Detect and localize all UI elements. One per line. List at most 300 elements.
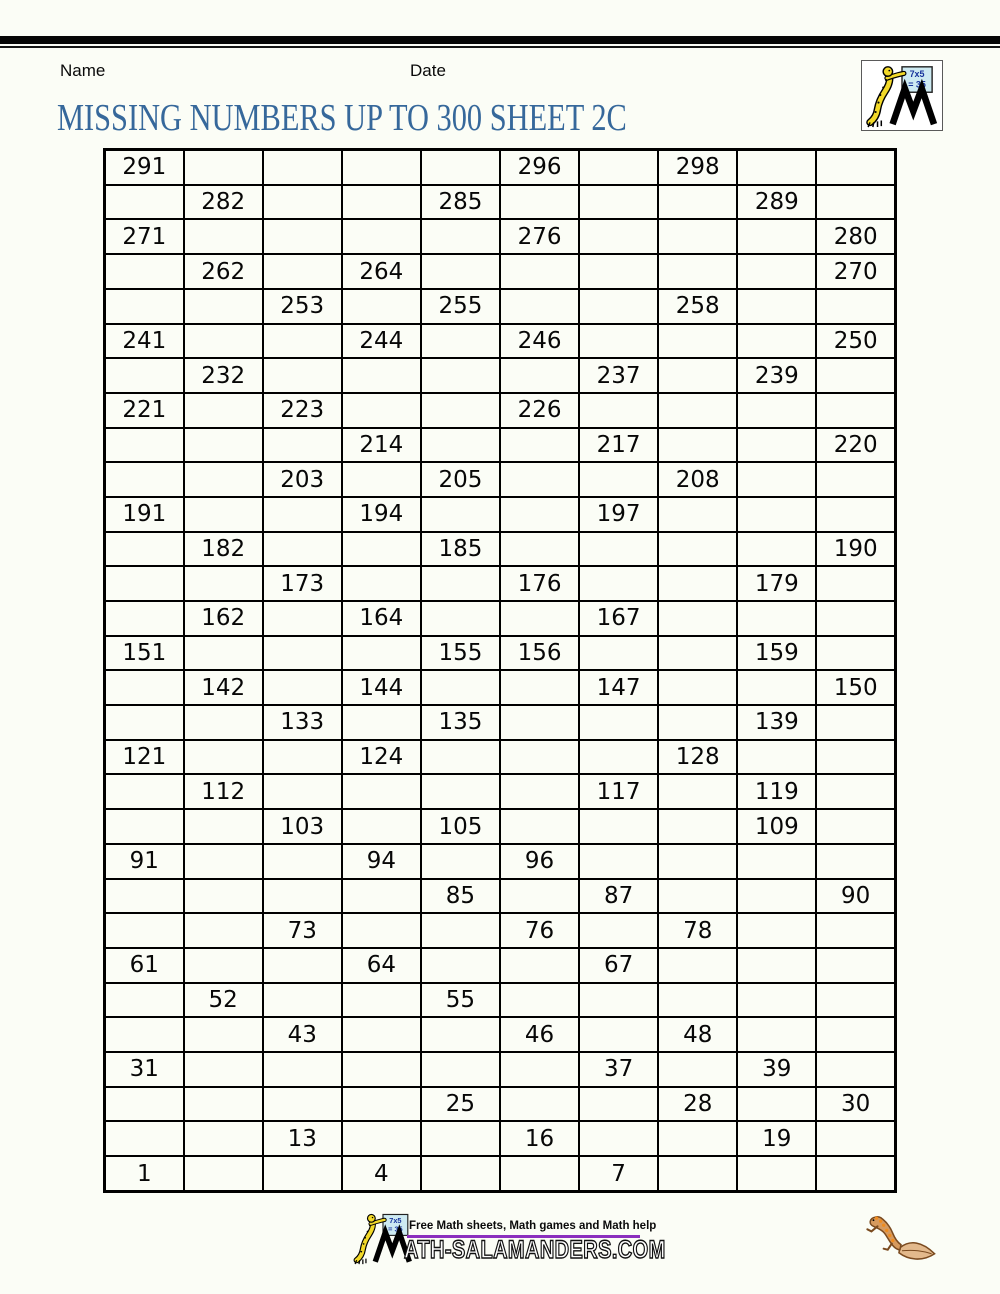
grid-cell-blank [105, 462, 184, 497]
grid-cell-number: 185 [421, 532, 500, 567]
grid-cell-blank [421, 1052, 500, 1087]
grid-cell-blank [184, 289, 263, 324]
grid-cell-number: 64 [342, 948, 421, 983]
grid-cell-blank [816, 1156, 895, 1191]
grid-cell-blank [184, 879, 263, 914]
grid-cell-blank [105, 913, 184, 948]
grid-cell-blank [737, 150, 816, 185]
grid-row [105, 1121, 896, 1156]
grid-cell-blank [105, 1017, 184, 1052]
grid-row [105, 1052, 896, 1087]
grid-cell-number: 155 [421, 636, 500, 671]
grid-cell-blank [500, 1087, 579, 1122]
grid-cell-blank [816, 497, 895, 532]
grid-cell-number: 191 [105, 497, 184, 532]
grid-cell-blank [579, 324, 658, 359]
grid-cell-blank [816, 705, 895, 740]
grid-cell-number: 128 [658, 740, 737, 775]
grid-cell-blank [421, 358, 500, 393]
grid-cell-blank [658, 566, 737, 601]
name-label: Name [60, 61, 106, 80]
grid-row [105, 497, 896, 532]
grid-cell-number: 19 [737, 1121, 816, 1156]
grid-row [105, 774, 896, 809]
grid-cell-number: 159 [737, 636, 816, 671]
grid-cell-blank [342, 219, 421, 254]
grid-cell-blank [816, 1121, 895, 1156]
grid-cell-blank [421, 774, 500, 809]
grid-cell-blank [184, 705, 263, 740]
grid-cell-number: 46 [500, 1017, 579, 1052]
grid-cell-blank [421, 254, 500, 289]
grid-row [105, 462, 896, 497]
grid-row [105, 809, 896, 844]
grid-cell-blank [658, 601, 737, 636]
grid-cell-number: 4 [342, 1156, 421, 1191]
grid-cell-blank [184, 1121, 263, 1156]
grid-cell-number: 262 [184, 254, 263, 289]
footer-tagline: Free Math sheets, Math games and Math help [409, 1220, 657, 1232]
grid-cell-blank [816, 913, 895, 948]
grid-cell-number: 226 [500, 393, 579, 428]
page-title: MISSING NUMBERS UP TO 300 SHEET 2C [57, 97, 627, 139]
grid-cell-blank [737, 497, 816, 532]
grid-cell-number: 48 [658, 1017, 737, 1052]
grid-cell-blank [263, 428, 342, 463]
grid-cell-blank [579, 219, 658, 254]
grid-cell-blank [658, 1052, 737, 1087]
grid-cell-blank [105, 532, 184, 567]
grid-cell-blank [421, 1156, 500, 1191]
grid-row [105, 740, 896, 775]
grid-row [105, 532, 896, 567]
grid-cell-number: 194 [342, 497, 421, 532]
grid-cell-blank [658, 497, 737, 532]
grid-cell-number: 43 [263, 1017, 342, 1052]
grid-row [105, 428, 896, 463]
grid-cell-number: 291 [105, 150, 184, 185]
grid-cell-blank [263, 497, 342, 532]
grid-cell-number: 90 [816, 879, 895, 914]
grid-cell-blank [342, 1017, 421, 1052]
grid-cell-blank [342, 913, 421, 948]
grid-cell-blank [658, 879, 737, 914]
grid-cell-blank [816, 601, 895, 636]
grid-cell-blank [184, 150, 263, 185]
grid-cell-number: 85 [421, 879, 500, 914]
number-grid [103, 148, 897, 1193]
grid-cell-blank [500, 948, 579, 983]
grid-cell-number: 39 [737, 1052, 816, 1087]
grid-cell-number: 246 [500, 324, 579, 359]
grid-cell-blank [342, 1052, 421, 1087]
grid-cell-number: 205 [421, 462, 500, 497]
grid-cell-blank [263, 150, 342, 185]
grid-row [105, 324, 896, 359]
grid-cell-blank [421, 670, 500, 705]
grid-cell-blank [737, 844, 816, 879]
grid-cell-blank [579, 532, 658, 567]
grid-cell-blank [737, 254, 816, 289]
grid-cell-blank [579, 844, 658, 879]
grid-cell-blank [263, 983, 342, 1018]
grid-row [105, 983, 896, 1018]
grid-cell-number: 30 [816, 1087, 895, 1122]
grid-cell-blank [342, 1121, 421, 1156]
grid-cell-number: 239 [737, 358, 816, 393]
grid-cell-blank [737, 462, 816, 497]
grid-cell-blank [500, 774, 579, 809]
grid-cell-blank [421, 219, 500, 254]
grid-cell-blank [816, 150, 895, 185]
grid-cell-blank [500, 289, 579, 324]
grid-cell-blank [816, 844, 895, 879]
grid-cell-blank [579, 254, 658, 289]
grid-cell-number: 112 [184, 774, 263, 809]
grid-cell-blank [658, 358, 737, 393]
grid-cell-blank [500, 1156, 579, 1191]
grid-cell-blank [579, 913, 658, 948]
grid-cell-blank [816, 948, 895, 983]
grid-cell-blank [816, 462, 895, 497]
grid-cell-blank [816, 566, 895, 601]
grid-cell-blank [263, 774, 342, 809]
grid-row [105, 948, 896, 983]
grid-cell-blank [816, 393, 895, 428]
grid-cell-blank [263, 740, 342, 775]
top-rule-thick [0, 36, 1000, 44]
grid-cell-number: 144 [342, 670, 421, 705]
grid-cell-blank [263, 254, 342, 289]
grid-cell-blank [579, 185, 658, 220]
grid-cell-blank [421, 948, 500, 983]
grid-cell-blank [421, 913, 500, 948]
grid-cell-blank [737, 913, 816, 948]
grid-cell-blank [105, 254, 184, 289]
grid-cell-blank [342, 462, 421, 497]
grid-cell-number: 285 [421, 185, 500, 220]
grid-cell-blank [342, 879, 421, 914]
grid-cell-blank [184, 844, 263, 879]
grid-cell-blank [184, 1052, 263, 1087]
grid-cell-number: 31 [105, 1052, 184, 1087]
grid-cell-blank [579, 1121, 658, 1156]
grid-cell-number: 176 [500, 566, 579, 601]
grid-cell-blank [342, 774, 421, 809]
grid-cell-blank [105, 705, 184, 740]
grid-cell-blank [500, 670, 579, 705]
grid-cell-number: 296 [500, 150, 579, 185]
grid-cell-blank [816, 1052, 895, 1087]
grid-cell-blank [737, 1017, 816, 1052]
grid-cell-number: 162 [184, 601, 263, 636]
grid-cell-number: 13 [263, 1121, 342, 1156]
grid-cell-blank [342, 358, 421, 393]
grid-cell-blank [579, 705, 658, 740]
grid-cell-blank [342, 705, 421, 740]
grid-cell-blank [816, 289, 895, 324]
grid-cell-blank [263, 1156, 342, 1191]
grid-cell-blank [421, 497, 500, 532]
grid-cell-blank [737, 219, 816, 254]
grid-cell-blank [500, 532, 579, 567]
grid-cell-blank [105, 670, 184, 705]
grid-cell-blank [342, 566, 421, 601]
grid-cell-blank [500, 428, 579, 463]
grid-cell-blank [263, 879, 342, 914]
grid-cell-blank [263, 532, 342, 567]
grid-cell-blank [184, 219, 263, 254]
grid-cell-blank [342, 983, 421, 1018]
grid-cell-blank [184, 948, 263, 983]
grid-cell-number: 105 [421, 809, 500, 844]
grid-cell-number: 52 [184, 983, 263, 1018]
grid-cell-blank [184, 913, 263, 948]
grid-cell-blank [184, 809, 263, 844]
grid-cell-blank [500, 601, 579, 636]
grid-row [105, 358, 896, 393]
grid-cell-number: 217 [579, 428, 658, 463]
grid-cell-number: 25 [421, 1087, 500, 1122]
grid-cell-blank [500, 879, 579, 914]
grid-cell-blank [658, 809, 737, 844]
grid-cell-number: 94 [342, 844, 421, 879]
grid-cell-number: 214 [342, 428, 421, 463]
grid-cell-number: 16 [500, 1121, 579, 1156]
grid-cell-blank [579, 1017, 658, 1052]
grid-cell-number: 151 [105, 636, 184, 671]
grid-cell-number: 147 [579, 670, 658, 705]
grid-cell-blank [579, 393, 658, 428]
grid-cell-number: 179 [737, 566, 816, 601]
grid-cell-number: 7 [579, 1156, 658, 1191]
grid-cell-number: 190 [816, 532, 895, 567]
grid-cell-blank [342, 1087, 421, 1122]
grid-cell-number: 298 [658, 150, 737, 185]
grid-cell-blank [658, 324, 737, 359]
grid-cell-blank [105, 601, 184, 636]
grid-cell-blank [342, 150, 421, 185]
grid-cell-blank [421, 393, 500, 428]
grid-cell-number: 78 [658, 913, 737, 948]
grid-cell-number: 173 [263, 566, 342, 601]
grid-cell-number: 37 [579, 1052, 658, 1087]
grid-cell-number: 73 [263, 913, 342, 948]
grid-cell-blank [105, 983, 184, 1018]
grid-cell-blank [342, 185, 421, 220]
grid-cell-number: 87 [579, 879, 658, 914]
grid-cell-number: 241 [105, 324, 184, 359]
grid-cell-blank [342, 289, 421, 324]
grid-cell-number: 124 [342, 740, 421, 775]
grid-cell-blank [658, 254, 737, 289]
grid-cell-blank [263, 1052, 342, 1087]
grid-cell-blank [658, 428, 737, 463]
grid-cell-number: 167 [579, 601, 658, 636]
grid-cell-number: 109 [737, 809, 816, 844]
grid-cell-blank [342, 636, 421, 671]
grid-cell-number: 253 [263, 289, 342, 324]
grid-cell-blank [184, 1087, 263, 1122]
grid-cell-blank [658, 1156, 737, 1191]
grid-cell-blank [579, 740, 658, 775]
grid-cell-blank [816, 636, 895, 671]
grid-cell-number: 280 [816, 219, 895, 254]
grid-cell-blank [184, 428, 263, 463]
grid-cell-blank [105, 428, 184, 463]
math-salamanders-corner-logo [861, 60, 943, 131]
grid-cell-blank [263, 185, 342, 220]
grid-row [105, 219, 896, 254]
footer-site-text: ATH-SALAMANDERS.COM [404, 1236, 666, 1264]
grid-cell-blank [421, 150, 500, 185]
grid-row [105, 1156, 896, 1191]
grid-cell-blank [658, 532, 737, 567]
grid-cell-blank [105, 358, 184, 393]
grid-cell-number: 139 [737, 705, 816, 740]
grid-cell-blank [421, 324, 500, 359]
grid-cell-blank [421, 601, 500, 636]
grid-cell-number: 96 [500, 844, 579, 879]
grid-cell-blank [816, 774, 895, 809]
grid-cell-blank [105, 774, 184, 809]
grid-cell-number: 255 [421, 289, 500, 324]
grid-cell-number: 232 [184, 358, 263, 393]
grid-cell-blank [579, 150, 658, 185]
grid-cell-number: 28 [658, 1087, 737, 1122]
grid-cell-blank [105, 566, 184, 601]
grid-cell-blank [342, 393, 421, 428]
grid-cell-number: 208 [658, 462, 737, 497]
grid-cell-number: 150 [816, 670, 895, 705]
grid-cell-blank [658, 948, 737, 983]
grid-row [105, 393, 896, 428]
grid-cell-number: 271 [105, 219, 184, 254]
grid-cell-blank [658, 219, 737, 254]
grid-cell-blank [105, 809, 184, 844]
grid-cell-number: 237 [579, 358, 658, 393]
grid-cell-blank [263, 844, 342, 879]
grid-cell-blank [184, 566, 263, 601]
grid-cell-blank [816, 740, 895, 775]
grid-row [105, 844, 896, 879]
top-rule-thin [0, 46, 1000, 48]
grid-cell-blank [500, 462, 579, 497]
grid-cell-blank [421, 566, 500, 601]
grid-cell-number: 182 [184, 532, 263, 567]
grid-cell-blank [658, 185, 737, 220]
grid-cell-blank [816, 185, 895, 220]
grid-cell-blank [421, 428, 500, 463]
grid-cell-number: 133 [263, 705, 342, 740]
grid-cell-blank [500, 809, 579, 844]
grid-cell-blank [184, 1017, 263, 1052]
grid-cell-number: 55 [421, 983, 500, 1018]
grid-cell-number: 276 [500, 219, 579, 254]
grid-cell-number: 264 [342, 254, 421, 289]
grid-cell-blank [263, 324, 342, 359]
grid-cell-blank [658, 705, 737, 740]
grid-cell-number: 61 [105, 948, 184, 983]
grid-cell-number: 67 [579, 948, 658, 983]
grid-cell-number: 203 [263, 462, 342, 497]
grid-cell-blank [342, 809, 421, 844]
grid-cell-number: 117 [579, 774, 658, 809]
grid-cell-blank [263, 601, 342, 636]
grid-cell-number: 121 [105, 740, 184, 775]
grid-row [105, 705, 896, 740]
grid-cell-blank [184, 393, 263, 428]
grid-cell-blank [816, 809, 895, 844]
grid-cell-number: 1 [105, 1156, 184, 1191]
grid-cell-blank [500, 254, 579, 289]
grid-cell-blank [579, 566, 658, 601]
grid-cell-blank [737, 948, 816, 983]
date-label: Date [410, 61, 446, 80]
grid-cell-blank [263, 948, 342, 983]
grid-cell-blank [263, 670, 342, 705]
grid-cell-blank [105, 1121, 184, 1156]
grid-cell-blank [184, 324, 263, 359]
grid-row [105, 566, 896, 601]
grid-cell-blank [737, 1156, 816, 1191]
grid-cell-blank [105, 1087, 184, 1122]
grid-cell-blank [579, 983, 658, 1018]
salamander-mascot-icon [863, 1211, 941, 1265]
grid-cell-blank [500, 705, 579, 740]
grid-cell-blank [737, 601, 816, 636]
grid-cell-blank [500, 740, 579, 775]
grid-cell-blank [658, 983, 737, 1018]
grid-cell-blank [263, 358, 342, 393]
grid-cell-number: 142 [184, 670, 263, 705]
grid-cell-number: 220 [816, 428, 895, 463]
grid-cell-blank [184, 462, 263, 497]
grid-cell-blank [816, 1017, 895, 1052]
grid-cell-blank [737, 324, 816, 359]
grid-cell-blank [579, 636, 658, 671]
grid-cell-number: 119 [737, 774, 816, 809]
grid-cell-number: 76 [500, 913, 579, 948]
grid-cell-blank [421, 844, 500, 879]
grid-cell-number: 250 [816, 324, 895, 359]
grid-cell-number: 103 [263, 809, 342, 844]
grid-cell-blank [658, 774, 737, 809]
grid-cell-blank [105, 289, 184, 324]
grid-cell-blank [500, 983, 579, 1018]
grid-cell-number: 156 [500, 636, 579, 671]
grid-cell-number: 289 [737, 185, 816, 220]
grid-cell-blank [737, 1087, 816, 1122]
grid-cell-number: 244 [342, 324, 421, 359]
grid-cell-number: 197 [579, 497, 658, 532]
grid-cell-blank [421, 740, 500, 775]
grid-cell-blank [263, 636, 342, 671]
grid-cell-blank [105, 879, 184, 914]
grid-cell-blank [737, 532, 816, 567]
salamander-chalkboard-icon [864, 64, 940, 128]
grid-cell-blank [816, 358, 895, 393]
grid-row [105, 150, 896, 185]
grid-cell-blank [500, 497, 579, 532]
grid-cell-blank [421, 1121, 500, 1156]
grid-cell-blank [184, 636, 263, 671]
grid-cell-blank [737, 983, 816, 1018]
grid-cell-blank [263, 1087, 342, 1122]
grid-row [105, 601, 896, 636]
grid-row [105, 289, 896, 324]
grid-cell-number: 91 [105, 844, 184, 879]
